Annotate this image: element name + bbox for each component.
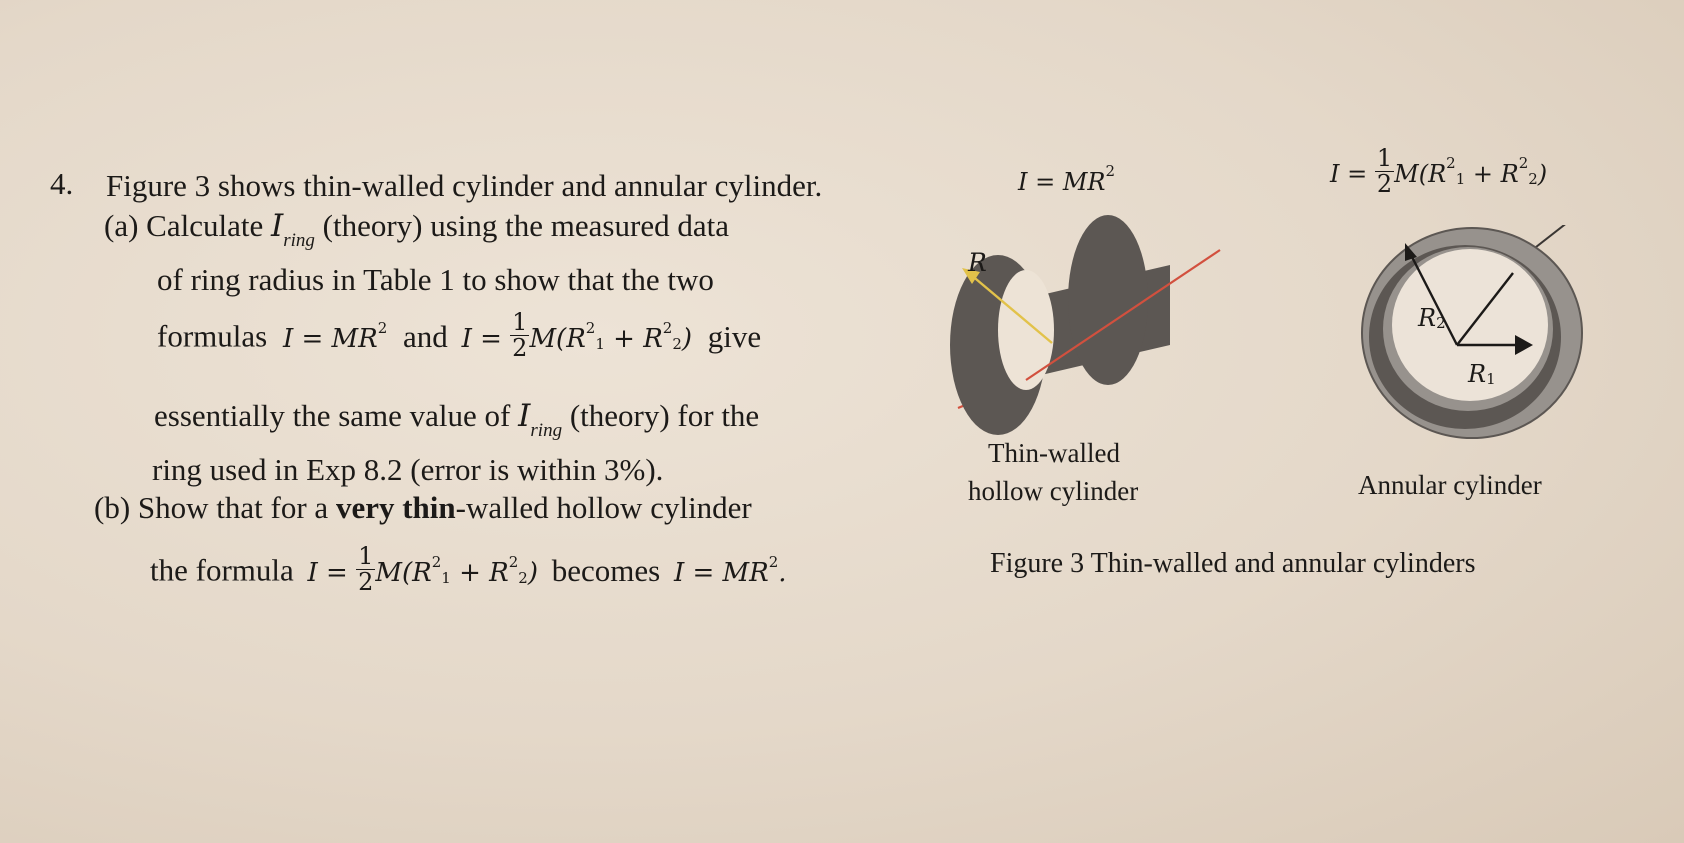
ring-subscript: ring (283, 230, 315, 251)
formula-annular: I = $\frac{1}{2}$ $M(R^2_1 + R^2_2)$ (307, 542, 538, 597)
question-number: 4. (50, 166, 74, 201)
part-a-line1 (104, 208, 729, 251)
thin-caption-line2: hollow cylinder (968, 476, 1139, 506)
formula-thin: $I = MR^2$. (673, 552, 787, 588)
part-a-label: (a) (104, 208, 139, 243)
part-a-text: (theory) using the measured data (322, 208, 729, 243)
part-a-text: essentially the same value of (154, 398, 511, 433)
annular-formula: I = $\frac{1}{2}$ $M(R^2_1 + R^2_2)$ (1330, 144, 1548, 199)
figure-title: Figure 3 Thin-walled and annular cylinders (990, 548, 1476, 579)
part-a-text: formulas (157, 318, 268, 354)
r2-label: $R_2$ (1418, 304, 1446, 332)
part-b-label: (b) (94, 490, 131, 525)
part-b-bold: very thin (335, 490, 456, 525)
part-b-text: -walled hollow cylinder (455, 490, 752, 525)
part-b-text: Show that for a (137, 490, 329, 525)
thin-cylinder-diagram (950, 210, 1250, 450)
thin-radius-label: R (968, 248, 987, 277)
part-a-text: Calculate (146, 208, 264, 243)
part-a-line5: ring used in Exp 8.2 (error is within 3%). (152, 452, 664, 487)
ring-subscript: ring (530, 420, 563, 441)
part-b-line2 (150, 542, 787, 599)
formula-thin: $I = MR^2$ (282, 318, 388, 354)
part-a-text: give (707, 318, 762, 354)
i-symbol: I (270, 208, 284, 244)
part-b-text: becomes (551, 552, 661, 588)
r1-label: $R_1$ (1468, 360, 1496, 388)
thin-formula: $I = MR^2$ (1018, 162, 1116, 196)
part-a-text: (theory) for the (569, 398, 760, 433)
part-a-line3 (157, 308, 762, 365)
annular-cylinder-diagram (1355, 225, 1595, 455)
part-a-line2: of ring radius in Table 1 to show that the two (157, 262, 714, 297)
part-a-line4 (154, 398, 760, 441)
formula-annular: I = $\frac{1}{2}$ $M(R^2_1 + R^2_2)$ (461, 308, 693, 363)
cylinder-hole (998, 270, 1054, 390)
part-b-text: the formula (150, 552, 294, 588)
part-a-text: and (403, 318, 448, 354)
annular-caption: Annular cylinder (1358, 470, 1542, 500)
question-intro: Figure 3 shows thin-walled cylinder and annular cylinder. (106, 168, 823, 203)
i-symbol: I (518, 398, 531, 434)
thin-caption-line1: Thin-walled (988, 438, 1120, 468)
cylinder-back-rim (1068, 215, 1148, 385)
part-b-line1 (94, 490, 752, 526)
